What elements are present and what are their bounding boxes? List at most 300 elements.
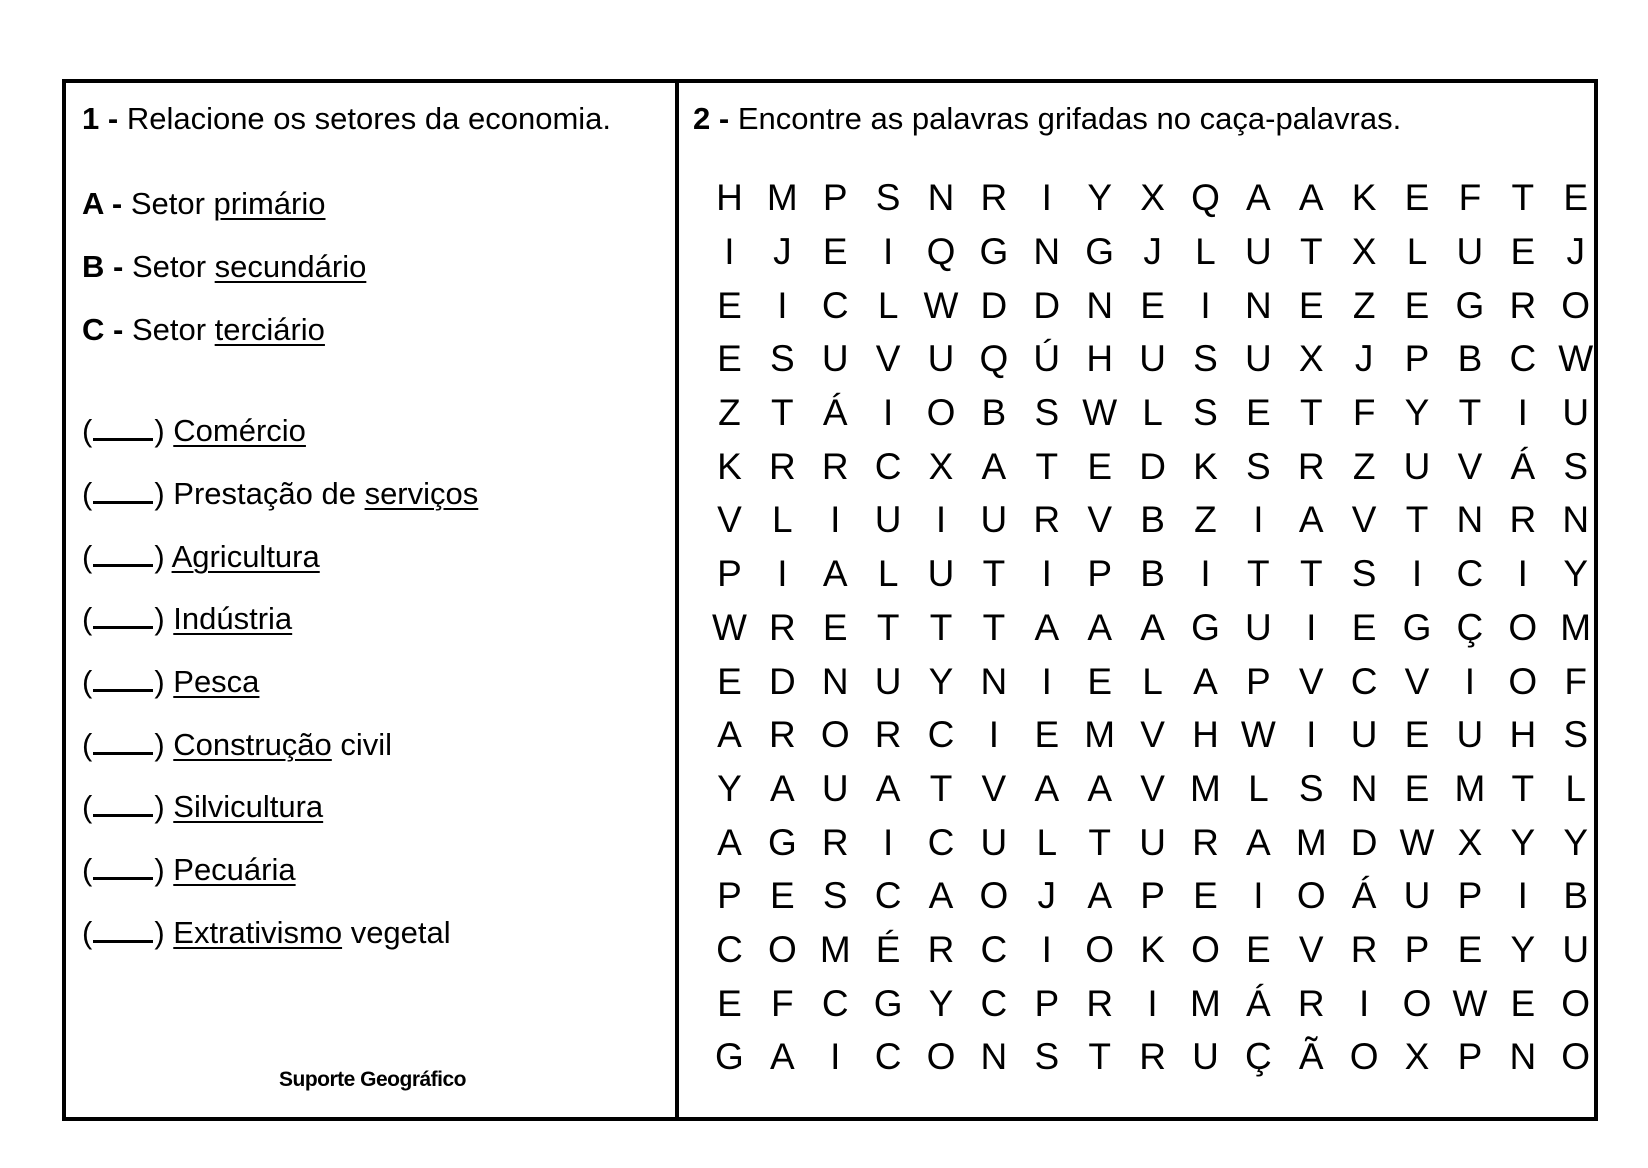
grid-letter[interactable]: G [873, 982, 903, 1024]
grid-letter[interactable]: Q [1191, 177, 1220, 219]
grid-letter[interactable]: I [724, 231, 735, 273]
grid-letter[interactable]: A [1087, 767, 1113, 809]
grid-letter[interactable]: U [821, 767, 849, 809]
grid-letter[interactable]: E [1510, 982, 1536, 1024]
grid-letter[interactable]: X [1404, 1036, 1430, 1078]
grid-letter[interactable]: K [1193, 445, 1218, 487]
grid-letter[interactable]: I [830, 1036, 841, 1078]
grid-letter[interactable]: O [1508, 660, 1538, 702]
grid-letter[interactable]: P [1140, 875, 1165, 917]
grid-letter[interactable]: R [1350, 928, 1378, 970]
grid-letter[interactable]: Y [1087, 177, 1113, 219]
grid-letter[interactable]: N [1509, 1036, 1537, 1078]
grid-letter[interactable]: I [882, 821, 894, 863]
grid-letter[interactable]: F [1564, 660, 1587, 702]
grid-letter[interactable]: I [1253, 875, 1264, 917]
grid-letter[interactable]: E [1404, 714, 1430, 756]
grid-letter[interactable]: O [1402, 982, 1432, 1024]
grid-letter[interactable]: A [717, 821, 742, 863]
answer-blank[interactable] [93, 916, 153, 943]
grid-letter[interactable]: V [1457, 445, 1483, 487]
grid-letter[interactable]: A [1298, 177, 1324, 219]
grid-letter[interactable]: O [979, 875, 1009, 917]
grid-letter[interactable]: X [1140, 177, 1165, 219]
grid-letter[interactable]: G [1085, 231, 1115, 273]
grid-letter[interactable]: I [1411, 553, 1423, 595]
grid-letter[interactable]: N [821, 660, 849, 702]
grid-letter[interactable]: C [821, 284, 849, 326]
grid-letter[interactable]: L [1142, 392, 1163, 434]
grid-letter[interactable]: A [822, 553, 848, 595]
question-1-number: 1 - [82, 101, 119, 136]
grid-letter[interactable]: A [1087, 875, 1113, 917]
grid-letter[interactable]: X [928, 445, 954, 487]
grid-letter[interactable]: E [822, 606, 848, 648]
grid-letter[interactable]: O [926, 1036, 956, 1078]
grid-letter[interactable]: M [1560, 606, 1592, 648]
grid-letter[interactable]: Z [1352, 445, 1376, 487]
grid-letter[interactable]: A [1246, 821, 1271, 863]
grid-letter[interactable]: R [1297, 445, 1325, 487]
grid-letter[interactable]: E [1087, 660, 1113, 702]
grid-letter[interactable]: Ã [1298, 1036, 1324, 1078]
grid-letter[interactable]: J [773, 231, 792, 273]
grid-letter[interactable]: U [1244, 338, 1272, 380]
grid-letter[interactable]: U [874, 499, 902, 541]
grid-letter[interactable]: T [876, 606, 900, 648]
grid-letter[interactable]: L [1142, 660, 1163, 702]
grid-letter[interactable]: A [1193, 660, 1218, 702]
grid-letter[interactable]: W [1240, 714, 1276, 756]
grid-letter[interactable]: X [1457, 821, 1483, 863]
grid-letter[interactable]: U [980, 499, 1008, 541]
grid-letter[interactable]: T [929, 767, 953, 809]
grid-letter[interactable]: D [768, 660, 796, 702]
grid-letter[interactable]: G [1191, 606, 1220, 648]
grid-letter[interactable]: T [1035, 445, 1059, 487]
grid-letter[interactable]: K [1351, 177, 1377, 219]
grid-letter[interactable]: R [768, 445, 796, 487]
grid-letter[interactable]: P [1246, 660, 1271, 702]
grid-letter[interactable]: L [1036, 821, 1058, 863]
grid-letter[interactable]: D [1350, 821, 1378, 863]
grid-letter[interactable]: J [1354, 338, 1374, 380]
grid-letter[interactable]: V [981, 767, 1007, 809]
grid-letter[interactable]: Ú [1033, 338, 1061, 380]
grid-letter[interactable]: A [928, 875, 954, 917]
grid-letter[interactable]: P [717, 553, 742, 595]
grid-letter[interactable]: E [1404, 284, 1430, 326]
grid-letter[interactable]: I [1306, 606, 1317, 648]
grid-letter[interactable]: U [1139, 338, 1166, 380]
answer-blank[interactable] [93, 853, 153, 880]
grid-letter[interactable]: Á [1510, 445, 1536, 487]
grid-letter[interactable]: N [1244, 284, 1272, 326]
grid-letter[interactable]: V [1140, 714, 1165, 756]
grid-letter[interactable]: I [1041, 553, 1052, 595]
grid-letter[interactable]: N [1562, 499, 1590, 541]
grid-letter[interactable]: A [1087, 606, 1113, 648]
grid-letter[interactable]: E [1034, 714, 1060, 756]
grid-letter[interactable]: E [1404, 177, 1430, 219]
grid-letter[interactable]: C [821, 982, 849, 1024]
grid-letter[interactable]: R [1509, 284, 1537, 326]
grid-letter[interactable]: I [777, 284, 788, 326]
grid-letter[interactable]: T [982, 606, 1006, 648]
grid-letter[interactable]: Y [1510, 821, 1536, 863]
grid-letter[interactable]: H [1192, 714, 1219, 756]
grid-letter[interactable]: I [935, 499, 947, 541]
grid-letter[interactable]: D [980, 284, 1008, 326]
grid-letter[interactable]: W [1558, 338, 1594, 380]
grid-letter[interactable]: W [1399, 821, 1435, 863]
grid-letter[interactable]: U [1192, 1036, 1219, 1078]
grid-letter[interactable]: T [1405, 499, 1429, 541]
grid-letter[interactable]: F [1352, 392, 1376, 434]
grid-letter[interactable]: E [717, 982, 742, 1024]
grid-letter[interactable]: T [771, 392, 794, 434]
grid-letter[interactable]: S [1246, 445, 1271, 487]
grid-letter[interactable]: S [1351, 553, 1377, 595]
grid-letter[interactable]: T [1511, 767, 1535, 809]
grid-letter[interactable]: K [717, 445, 742, 487]
grid-letter[interactable]: S [875, 177, 901, 219]
grid-letter[interactable]: U [980, 821, 1008, 863]
grid-letter[interactable]: U [1562, 928, 1590, 970]
grid-letter[interactable]: A [1034, 767, 1060, 809]
grid-letter[interactable]: R [821, 821, 849, 863]
grid-letter[interactable]: E [822, 231, 848, 273]
grid-letter[interactable]: I [1200, 553, 1211, 595]
answer-blank[interactable] [93, 540, 153, 567]
grid-letter[interactable]: D [1033, 284, 1061, 326]
grid-letter[interactable]: E [769, 875, 795, 917]
grid-letter[interactable]: P [1457, 1036, 1483, 1078]
grid-letter[interactable]: F [771, 982, 794, 1024]
grid-letter[interactable]: U [1139, 821, 1166, 863]
grid-letter[interactable]: U [874, 660, 902, 702]
grid-letter[interactable]: N [1033, 231, 1061, 273]
grid-letter[interactable]: I [1041, 177, 1052, 219]
grid-letter[interactable]: G [1455, 284, 1485, 326]
grid-letter[interactable]: L [1565, 767, 1586, 809]
grid-letter[interactable]: H [716, 177, 743, 219]
grid-letter[interactable]: I [882, 392, 894, 434]
grid-letter[interactable]: V [875, 338, 901, 380]
grid-letter[interactable]: U [1562, 392, 1590, 434]
grid-letter[interactable]: O [767, 928, 797, 970]
paren-close: ) [154, 413, 174, 448]
grid-letter[interactable]: X [1298, 338, 1324, 380]
grid-letter[interactable]: M [1190, 767, 1221, 809]
grid-letter[interactable]: P [822, 177, 848, 219]
grid-letter[interactable]: A [1140, 606, 1165, 648]
grid-letter[interactable]: O [1296, 875, 1326, 917]
grid-letter[interactable]: S [822, 875, 848, 917]
grid-letter[interactable]: P [1457, 875, 1483, 917]
grid-letter[interactable]: T [1299, 231, 1323, 273]
grid-letter[interactable]: E [1510, 231, 1536, 273]
grid-letter[interactable]: M [1084, 714, 1116, 756]
grid-letter[interactable]: P [1087, 553, 1113, 595]
grid-letter[interactable]: S [769, 338, 795, 380]
grid-letter[interactable]: U [1244, 231, 1272, 273]
grid-letter[interactable]: E [1193, 875, 1218, 917]
grid-letter[interactable]: L [772, 499, 793, 541]
grid-letter[interactable]: B [1563, 875, 1589, 917]
grid-letter[interactable]: E [1246, 392, 1271, 434]
grid-letter[interactable]: U [927, 338, 955, 380]
grid-letter[interactable]: I [1517, 553, 1528, 595]
grid-letter[interactable]: X [1351, 231, 1377, 273]
grid-letter[interactable]: Y [1563, 821, 1589, 863]
grid-letter[interactable]: S [1563, 445, 1589, 487]
grid-letter[interactable]: R [768, 606, 796, 648]
grid-letter[interactable]: W [923, 284, 959, 326]
grid-letter[interactable]: I [777, 553, 788, 595]
grid-letter[interactable]: E [1404, 767, 1430, 809]
grid-letter[interactable]: C [927, 714, 955, 756]
grid-letter[interactable]: I [1464, 660, 1476, 702]
grid-letter[interactable]: G [1402, 606, 1432, 648]
grid-letter[interactable]: M [819, 928, 851, 970]
grid-letter[interactable]: R [1192, 821, 1219, 863]
grid-letter[interactable]: U [1456, 714, 1484, 756]
grid-letter[interactable]: N [980, 660, 1008, 702]
grid-letter[interactable]: L [1195, 231, 1216, 273]
grid-letter[interactable]: Z [1352, 284, 1376, 326]
answer-blank[interactable] [93, 414, 153, 441]
grid-letter[interactable]: Ç [1244, 1036, 1272, 1078]
grid-letter[interactable]: E [717, 660, 742, 702]
grid-letter[interactable]: Á [1351, 875, 1377, 917]
grid-letter[interactable]: Ç [1456, 606, 1484, 648]
grid-letter[interactable]: V [717, 499, 742, 541]
grid-letter[interactable]: O [926, 392, 956, 434]
grid-letter[interactable]: A [769, 767, 795, 809]
grid-letter[interactable]: C [1456, 553, 1484, 595]
grid-letter[interactable]: Z [1194, 499, 1217, 541]
grid-letter[interactable]: I [1358, 982, 1370, 1024]
grid-letter[interactable]: R [927, 928, 955, 970]
grid-letter[interactable]: V [1298, 928, 1324, 970]
grid-letter[interactable]: S [1193, 392, 1218, 434]
grid-letter[interactable]: A [1034, 606, 1060, 648]
grid-letter[interactable]: L [877, 284, 899, 326]
grid-letter[interactable]: L [1406, 231, 1428, 273]
grid-letter[interactable]: Á [822, 392, 848, 434]
grid-letter[interactable]: V [1140, 767, 1165, 809]
grid-letter[interactable]: I [830, 499, 841, 541]
grid-letter[interactable]: Á [1246, 982, 1271, 1024]
grid-letter[interactable]: C [874, 875, 902, 917]
grid-letter[interactable]: U [1403, 875, 1431, 917]
grid-letter[interactable]: I [988, 714, 1000, 756]
grid-letter[interactable]: O [820, 714, 850, 756]
grid-letter[interactable]: E [1351, 606, 1377, 648]
grid-letter[interactable]: D [1139, 445, 1166, 487]
grid-letter[interactable]: R [1086, 982, 1114, 1024]
grid-letter[interactable]: E [1140, 284, 1165, 326]
grid-letter[interactable]: O [1349, 1036, 1379, 1078]
grid-letter[interactable]: G [767, 821, 797, 863]
grid-letter[interactable]: R [874, 714, 902, 756]
grid-letter[interactable]: I [1517, 392, 1528, 434]
grid-letter[interactable]: O [1508, 606, 1538, 648]
grid-letter[interactable]: Y [1563, 553, 1589, 595]
grid-letter[interactable]: R [768, 714, 796, 756]
grid-letter[interactable]: P [1034, 982, 1060, 1024]
grid-letter[interactable]: A [981, 445, 1007, 487]
grid-letter[interactable]: B [1140, 499, 1165, 541]
grid-letter[interactable]: V [1087, 499, 1113, 541]
grid-letter[interactable]: Y [1404, 392, 1430, 434]
grid-letter[interactable]: W [711, 606, 747, 648]
grid-letter[interactable]: U [821, 338, 849, 380]
grid-letter[interactable]: Y [717, 767, 742, 809]
grid-letter[interactable]: P [1404, 338, 1430, 380]
grid-letter[interactable]: S [1034, 1036, 1060, 1078]
grid-letter[interactable]: O [1561, 982, 1591, 1024]
grid-letter[interactable]: C [1350, 660, 1378, 702]
grid-letter[interactable]: S [1563, 714, 1589, 756]
grid-letter[interactable]: Y [928, 660, 954, 702]
grid-letter[interactable]: C [980, 928, 1008, 970]
grid-letter[interactable]: R [1297, 982, 1325, 1024]
grid-letter[interactable]: V [1351, 499, 1377, 541]
grid-letter[interactable]: N [1350, 767, 1378, 809]
grid-letter[interactable]: L [877, 553, 899, 595]
grid-letter[interactable]: T [1458, 392, 1482, 434]
grid-letter[interactable]: V [1404, 660, 1430, 702]
grid-letter[interactable]: C [874, 445, 902, 487]
grid-letter[interactable]: G [715, 1036, 744, 1078]
grid-letter[interactable]: O [1561, 1036, 1591, 1078]
grid-letter[interactable]: A [1246, 177, 1271, 219]
grid-letter[interactable]: N [927, 177, 955, 219]
grid-letter[interactable]: R [1033, 499, 1061, 541]
grid-letter[interactable]: U [1244, 606, 1272, 648]
grid-letter[interactable]: I [1147, 982, 1158, 1024]
grid-letter[interactable]: E [1457, 928, 1483, 970]
grid-letter[interactable]: J [1037, 875, 1057, 917]
grid-letter[interactable]: J [1566, 231, 1585, 273]
grid-letter[interactable]: R [1509, 499, 1537, 541]
grid-letter[interactable]: S [1298, 767, 1324, 809]
grid-letter[interactable]: O [1561, 284, 1591, 326]
grid-letter[interactable]: T [1511, 177, 1535, 219]
grid-letter[interactable]: M [1190, 982, 1221, 1024]
grid-letter[interactable]: C [927, 821, 955, 863]
grid-letter[interactable]: U [1403, 445, 1431, 487]
grid-letter[interactable]: I [1306, 714, 1317, 756]
grid-letter[interactable]: Q [926, 231, 956, 273]
grid-letter[interactable]: T [1088, 821, 1111, 863]
grid-letter[interactable]: L [1248, 767, 1269, 809]
grid-letter[interactable]: B [1140, 553, 1165, 595]
grid-letter[interactable]: Y [928, 982, 954, 1024]
grid-letter[interactable]: I [1041, 928, 1052, 970]
grid-letter[interactable]: B [1457, 338, 1483, 380]
grid-letter[interactable]: C [716, 928, 743, 970]
grid-letter[interactable]: W [1452, 982, 1488, 1024]
grid-letter[interactable]: I [882, 231, 894, 273]
grid-letter[interactable]: R [821, 445, 849, 487]
grid-letter[interactable]: Q [979, 338, 1009, 380]
grid-letter[interactable]: T [929, 606, 953, 648]
grid-letter[interactable]: É [875, 928, 901, 970]
grid-letter[interactable]: C [980, 982, 1008, 1024]
grid-letter[interactable]: A [875, 767, 901, 809]
grid-letter[interactable]: R [1139, 1036, 1166, 1078]
grid-letter[interactable]: A [769, 1036, 795, 1078]
grid-letter[interactable]: S [1034, 392, 1060, 434]
grid-letter[interactable]: N [980, 1036, 1008, 1078]
grid-letter[interactable]: M [1454, 767, 1486, 809]
grid-letter[interactable]: Y [1510, 928, 1536, 970]
grid-letter[interactable]: C [874, 1036, 902, 1078]
grid-letter[interactable]: H [1509, 714, 1537, 756]
grid-letter[interactable]: U [927, 553, 955, 595]
grid-letter[interactable]: E [717, 338, 742, 380]
grid-letter[interactable]: J [1143, 231, 1162, 273]
grid-letter[interactable]: T [1088, 1036, 1111, 1078]
grid-letter[interactable]: O [1191, 928, 1220, 970]
grid-letter[interactable]: T [1299, 392, 1323, 434]
grid-letter[interactable]: A [1298, 499, 1324, 541]
answer-blank[interactable] [93, 665, 153, 692]
grid-letter[interactable]: T [1247, 553, 1270, 595]
grid-letter[interactable]: E [717, 284, 742, 326]
grid-letter[interactable]: I [1253, 499, 1264, 541]
grid-letter[interactable]: E [1563, 177, 1589, 219]
grid-letter[interactable]: B [981, 392, 1007, 434]
grid-letter[interactable]: I [1041, 660, 1052, 702]
grid-letter[interactable]: K [1140, 928, 1165, 970]
grid-letter[interactable]: N [1456, 499, 1484, 541]
answer-blank[interactable] [93, 477, 153, 504]
grid-letter[interactable]: G [979, 231, 1009, 273]
grid-letter[interactable]: U [1456, 231, 1484, 273]
answer-blank[interactable] [93, 602, 153, 629]
grid-letter[interactable]: O [1085, 928, 1115, 970]
grid-letter[interactable]: I [1200, 284, 1211, 326]
grid-letter[interactable]: A [717, 714, 742, 756]
grid-letter[interactable]: W [1082, 392, 1118, 434]
grid-letter[interactable]: P [1404, 928, 1430, 970]
grid-letter[interactable]: Z [718, 392, 741, 434]
grid-letter[interactable]: N [1086, 284, 1114, 326]
grid-letter[interactable]: E [1246, 928, 1271, 970]
grid-letter[interactable]: P [717, 875, 742, 917]
grid-letter[interactable]: I [1517, 875, 1528, 917]
grid-letter[interactable]: T [982, 553, 1006, 595]
answer-blank[interactable] [93, 790, 153, 817]
grid-letter[interactable]: R [980, 177, 1008, 219]
grid-letter[interactable]: E [1087, 445, 1113, 487]
grid-letter[interactable]: F [1458, 177, 1482, 219]
answer-blank[interactable] [93, 728, 153, 755]
grid-letter[interactable]: H [1086, 338, 1114, 380]
grid-letter[interactable]: T [1299, 553, 1323, 595]
grid-letter[interactable]: V [1298, 660, 1324, 702]
grid-letter[interactable]: U [1350, 714, 1378, 756]
grid-letter[interactable]: M [766, 177, 798, 219]
grid-letter[interactable]: C [1509, 338, 1537, 380]
grid-letter[interactable]: E [1298, 284, 1324, 326]
grid-letter[interactable]: M [1295, 821, 1327, 863]
grid-letter[interactable]: S [1193, 338, 1218, 380]
